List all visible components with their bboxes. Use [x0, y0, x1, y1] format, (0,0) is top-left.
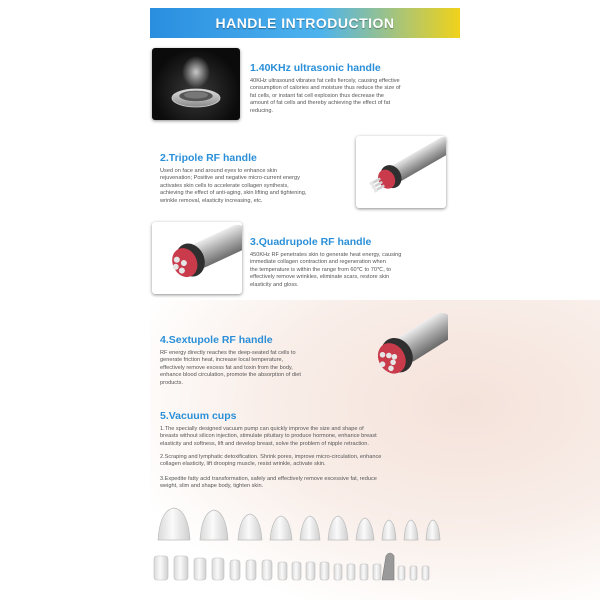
quadrupole-rf-handle-image — [152, 222, 242, 294]
section-3-description: 450KHz RF penetrates skin to generate heat energy, causing immediate collagen contraction and regeneration when the temperature is within the range from 60℃ to 70℃, to effectively remove wrinkles, eliminate scars, restore skin elasticity and gloss. — [250, 252, 402, 288]
section-2-description: Used on face and around eyes to enhance skin rejuvenation; Positive and negative micro-current energy activates skin cells to accelerate collagen synthesis, achieving the effect of anti-aging, skin lifting and tightening, wrinkle removal, elasticity increasing, etc. — [160, 168, 307, 204]
tripole-rf-handle-image — [356, 136, 446, 208]
section-3-title: 3.Quadrupole RF handle — [250, 236, 372, 248]
vacuum-cups-image — [150, 498, 450, 596]
section-1-title: 1.40KHz ultrasonic handle — [250, 62, 381, 74]
banner-title: HANDLE INTRODUCTION — [215, 15, 395, 31]
section-5-paragraph-3: 3.Expedite fatty acid transformation, safely and effectively remove excessive fat, reduce weight, slim and shape body, tighten skin. — [160, 476, 377, 490]
section-2-title: 2.Tripole RF handle — [160, 152, 257, 164]
section-1-description: 40KHz ultrasound vibrates fat cells fiercely, causing effective consumption of calories and moisture thus reduce the size of fat cells, or instant fat cell explosion thus decrease the amount of fat cells and thereby achieving the effect of fat reducing. — [250, 78, 401, 114]
sextupole-rf-handle-image — [356, 312, 448, 392]
section-4-title: 4.Sextupole RF handle — [160, 334, 273, 346]
section-5-paragraph-2: 2.Scraping and lymphatic detoxification. Shrink pores, improve micro-circulation, enhance collagen elasticity, lift drooping muscle, resist wrinkle, activate skin. — [160, 454, 382, 468]
section-4-description: RF energy directly reaches the deep-seated fat cells to generate friction heat, increase local temperature, effectively remove excess fat and toxin from the body, enhance blood circulation, promote the absorption of diet products. — [160, 350, 301, 386]
section-5-paragraph-1: 1.The specially designed vacuum pump can quickly improve the size and shape of breasts without silicon injection, stimulate pituitary to produce hormone, enhance breast elasticity and softness, lift and develop breast, solve the problem of nipple retraction. — [160, 426, 377, 447]
ultrasonic-handle-image — [152, 48, 240, 120]
page-banner — [150, 8, 460, 38]
section-5-title: 5.Vacuum cups — [160, 410, 237, 422]
